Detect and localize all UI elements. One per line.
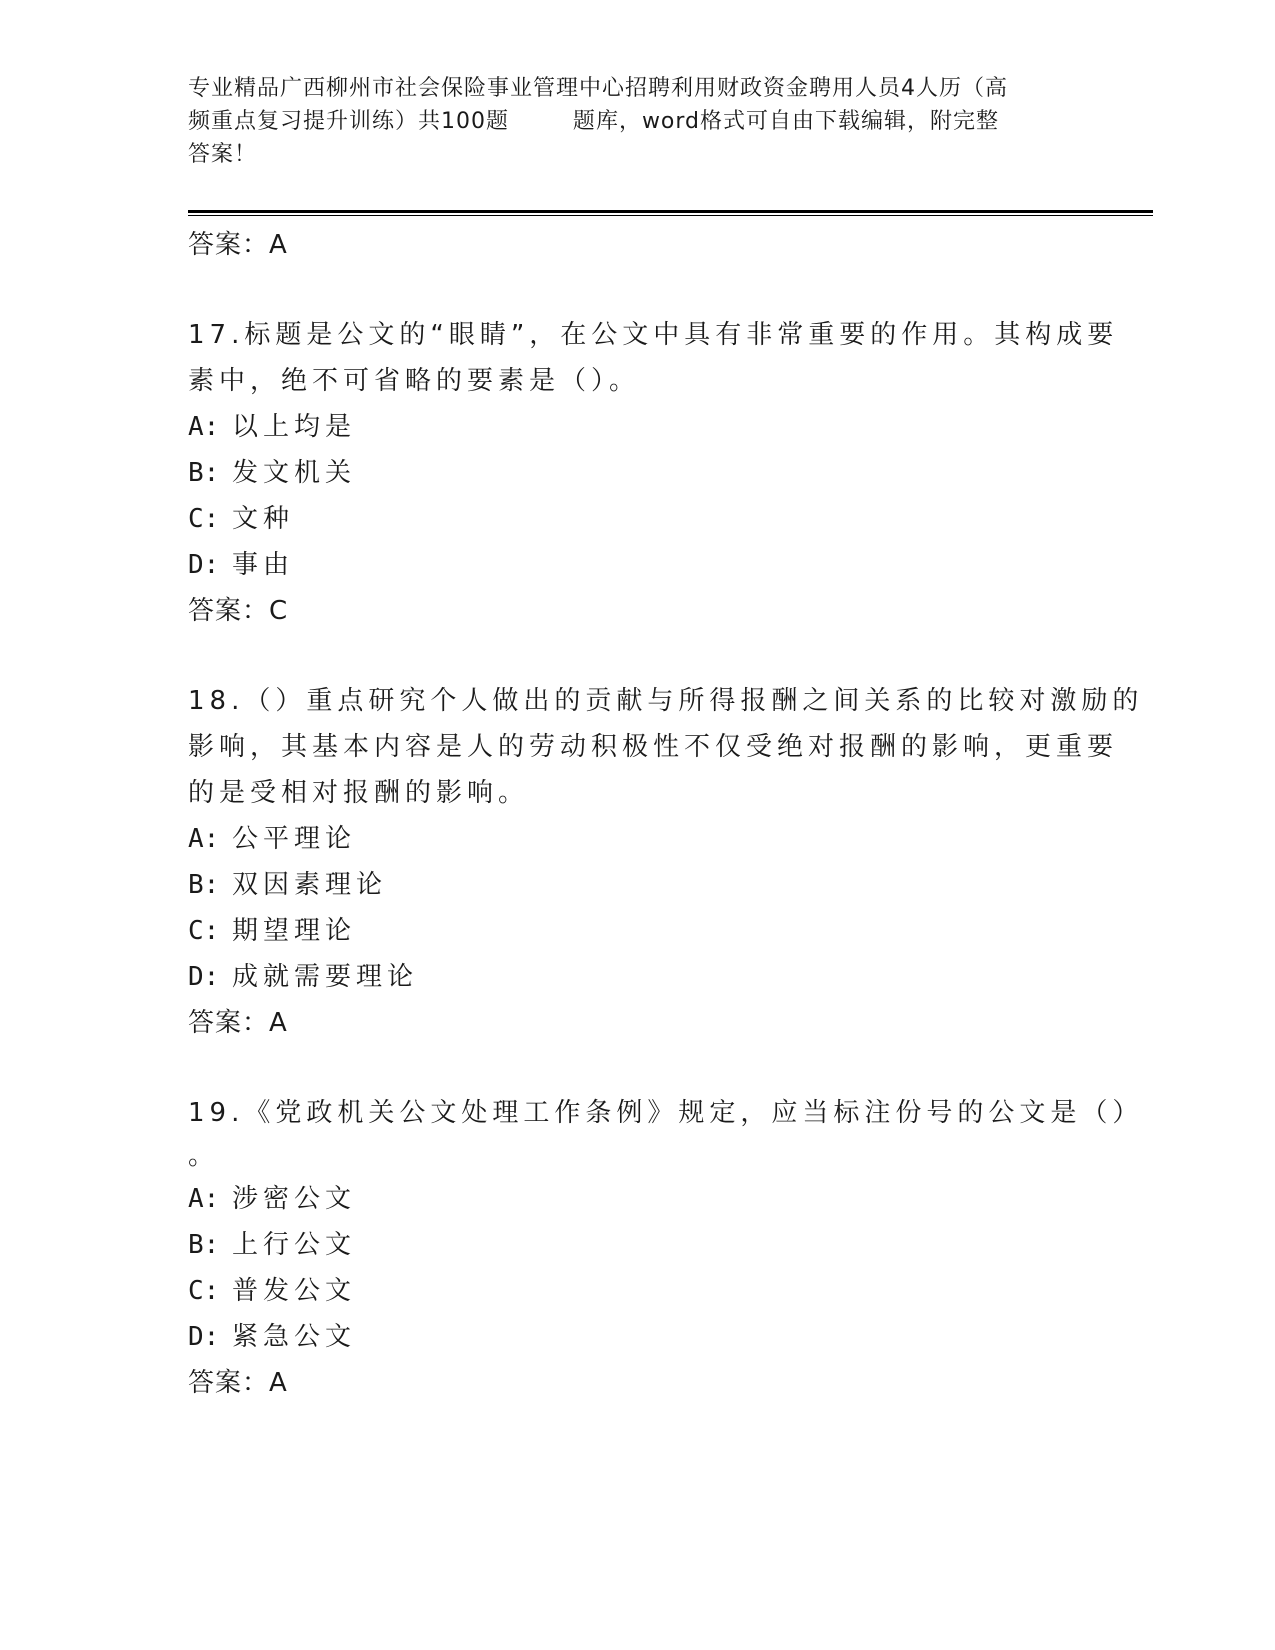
option-c (188, 1268, 1088, 1314)
answer-value: A (269, 1008, 288, 1038)
answer-label: 答案： (188, 230, 270, 260)
option-a (188, 1176, 1088, 1222)
option-text: 双因素理论 (232, 870, 388, 900)
option-text: 成就需要理论 (232, 962, 419, 992)
option-text: 紧急公文 (232, 1322, 357, 1352)
question-text: 的是受相对报酬的影响。 (188, 778, 530, 808)
option-text: 发文机关 (232, 458, 357, 488)
option-c (188, 908, 1088, 954)
question-text: 影响，其基本内容是人的劳动积极性不仅受绝对报酬的影响，更重要 (188, 732, 1119, 762)
option-letter: D: (188, 550, 220, 580)
option-a (188, 816, 1088, 862)
answer-label: 答案： (188, 596, 270, 626)
option-text: 涉密公文 (232, 1184, 357, 1214)
answer-line (188, 1360, 1088, 1406)
question-18 (188, 678, 1144, 1046)
answer-value: C (269, 596, 289, 626)
option-b (188, 862, 1088, 908)
answer-value: A (269, 230, 288, 260)
question-text: 17.标题是公文的“眼睛”，在公文中具有非常重要的作用。其构成要 (188, 320, 1119, 350)
option-text: 事由 (232, 550, 295, 580)
option-text: 上行公文 (232, 1230, 357, 1260)
option-text: 公平理论 (232, 824, 357, 854)
option-letter: D: (188, 962, 220, 992)
header-line: 专业精品广西柳州市社会保险事业管理中心招聘利用财政资金聘用人员4人历（高 (188, 76, 1008, 101)
option-letter: C: (188, 916, 220, 946)
answer-line (188, 588, 1088, 634)
header-line: 答案！ (188, 142, 258, 167)
option-d (188, 954, 1088, 1000)
option-text: 文种 (232, 504, 295, 534)
answer-line (188, 222, 1088, 268)
option-letter: B: (188, 870, 220, 900)
option-a (188, 404, 1088, 450)
header-divider-thin (188, 215, 1153, 216)
option-b (188, 1222, 1088, 1268)
question-text: 素中，绝不可省略的要素是（）。 (188, 366, 641, 396)
answer-line (188, 1000, 1088, 1046)
option-text: 以上均是 (232, 412, 357, 442)
question-17 (188, 312, 1119, 634)
option-letter: B: (188, 458, 220, 488)
option-text: 普发公文 (232, 1276, 357, 1306)
option-d (188, 542, 1088, 588)
option-letter: A: (188, 412, 220, 442)
question-19 (188, 1090, 1144, 1406)
header-line: 频重点复习提升训练）共100题 题库，word格式可自由下载编辑，附完整 (188, 109, 1000, 134)
option-letter: B: (188, 1230, 220, 1260)
question-text: 。 (188, 1141, 220, 1171)
option-c (188, 496, 1088, 542)
answer-label: 答案： (188, 1008, 270, 1038)
option-b (188, 450, 1088, 496)
option-d (188, 1314, 1088, 1360)
option-text: 期望理论 (232, 916, 357, 946)
option-letter: C: (188, 504, 220, 534)
document-header (188, 72, 1088, 171)
option-letter: A: (188, 824, 220, 854)
option-letter: C: (188, 1276, 220, 1306)
question-text: 19.《党政机关公文处理工作条例》规定，应当标注份号的公文是（） (188, 1098, 1144, 1128)
header-divider-thick (188, 210, 1153, 213)
question-list (188, 222, 1144, 1406)
answer-value: A (269, 1368, 288, 1398)
question-text: 18.（）重点研究个人做出的贡献与所得报酬之间关系的比较对激励的 (188, 686, 1144, 716)
option-letter: A: (188, 1184, 220, 1214)
option-letter: D: (188, 1322, 220, 1352)
answer-label: 答案： (188, 1368, 270, 1398)
